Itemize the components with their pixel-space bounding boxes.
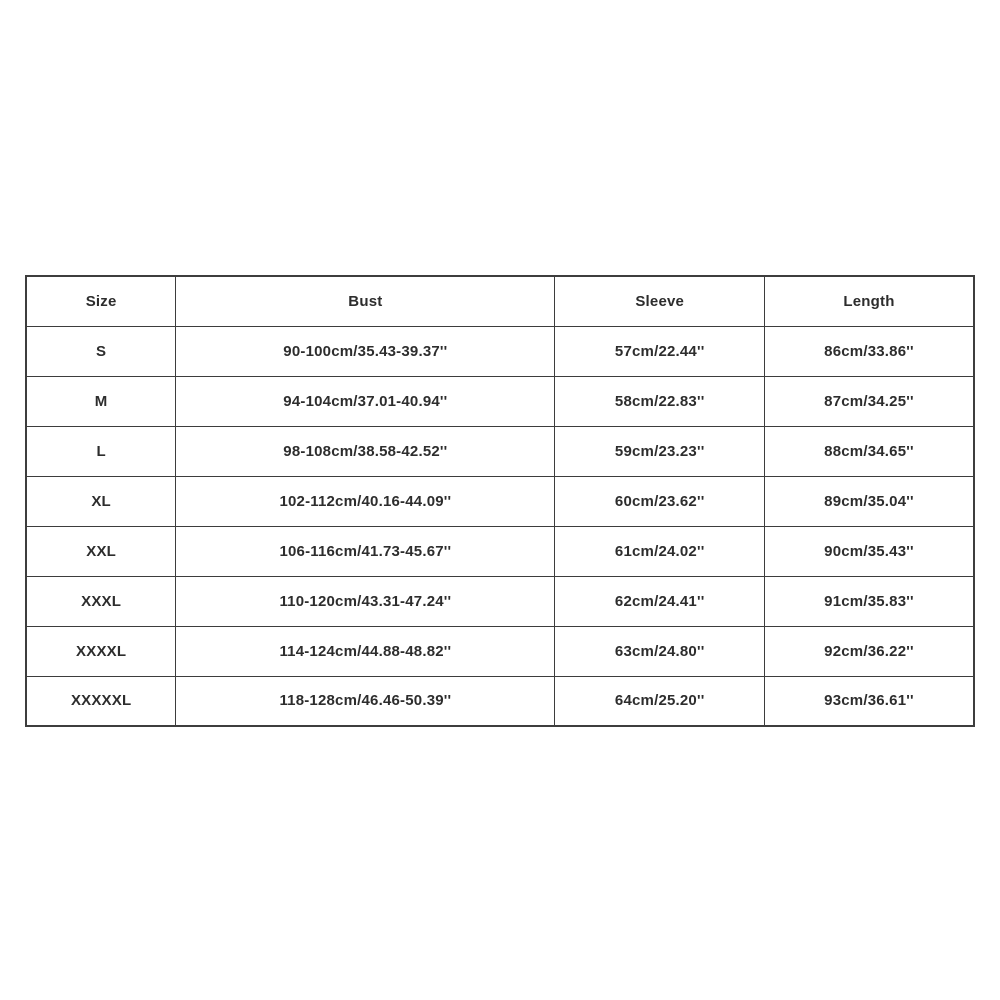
size-chart-header bbox=[26, 276, 974, 326]
column-header-bust: Bust bbox=[176, 276, 555, 326]
table-row bbox=[26, 326, 974, 376]
cell-size: M bbox=[26, 376, 176, 426]
table-row bbox=[26, 426, 974, 476]
cell-bust: 110-120cm/43.31-47.24'' bbox=[176, 576, 555, 626]
cell-length: 92cm/36.22'' bbox=[764, 626, 974, 676]
cell-sleeve: 59cm/23.23'' bbox=[555, 426, 765, 476]
cell-size: L bbox=[26, 426, 176, 476]
cell-length: 87cm/34.25'' bbox=[764, 376, 974, 426]
cell-sleeve: 58cm/22.83'' bbox=[555, 376, 765, 426]
table-row bbox=[26, 476, 974, 526]
cell-length: 89cm/35.04'' bbox=[764, 476, 974, 526]
cell-sleeve: 60cm/23.62'' bbox=[555, 476, 765, 526]
table-row bbox=[26, 626, 974, 676]
column-header-length: Length bbox=[764, 276, 974, 326]
cell-bust: 98-108cm/38.58-42.52'' bbox=[176, 426, 555, 476]
cell-length: 93cm/36.61'' bbox=[764, 676, 974, 726]
cell-bust: 118-128cm/46.46-50.39'' bbox=[176, 676, 555, 726]
cell-bust: 106-116cm/41.73-45.67'' bbox=[176, 526, 555, 576]
column-header-sleeve: Sleeve bbox=[555, 276, 765, 326]
cell-sleeve: 62cm/24.41'' bbox=[555, 576, 765, 626]
cell-sleeve: 63cm/24.80'' bbox=[555, 626, 765, 676]
table-row bbox=[26, 576, 974, 626]
table-row bbox=[26, 676, 974, 726]
cell-sleeve: 61cm/24.02'' bbox=[555, 526, 765, 576]
cell-bust: 90-100cm/35.43-39.37'' bbox=[176, 326, 555, 376]
size-chart-table bbox=[25, 275, 975, 727]
cell-length: 91cm/35.83'' bbox=[764, 576, 974, 626]
cell-bust: 114-124cm/44.88-48.82'' bbox=[176, 626, 555, 676]
cell-size: XXXL bbox=[26, 576, 176, 626]
cell-sleeve: 64cm/25.20'' bbox=[555, 676, 765, 726]
table-row bbox=[26, 526, 974, 576]
column-header-size: Size bbox=[26, 276, 176, 326]
size-chart bbox=[25, 275, 975, 725]
cell-length: 88cm/34.65'' bbox=[764, 426, 974, 476]
cell-size: XXXXXL bbox=[26, 676, 176, 726]
cell-length: 86cm/33.86'' bbox=[764, 326, 974, 376]
cell-bust: 94-104cm/37.01-40.94'' bbox=[176, 376, 555, 426]
cell-bust: 102-112cm/40.16-44.09'' bbox=[176, 476, 555, 526]
cell-size: XXXXL bbox=[26, 626, 176, 676]
table-row bbox=[26, 376, 974, 426]
cell-size: XXL bbox=[26, 526, 176, 576]
cell-size: XL bbox=[26, 476, 176, 526]
cell-sleeve: 57cm/22.44'' bbox=[555, 326, 765, 376]
cell-size: S bbox=[26, 326, 176, 376]
cell-length: 90cm/35.43'' bbox=[764, 526, 974, 576]
size-chart-body bbox=[26, 326, 974, 726]
header-row bbox=[26, 276, 974, 326]
